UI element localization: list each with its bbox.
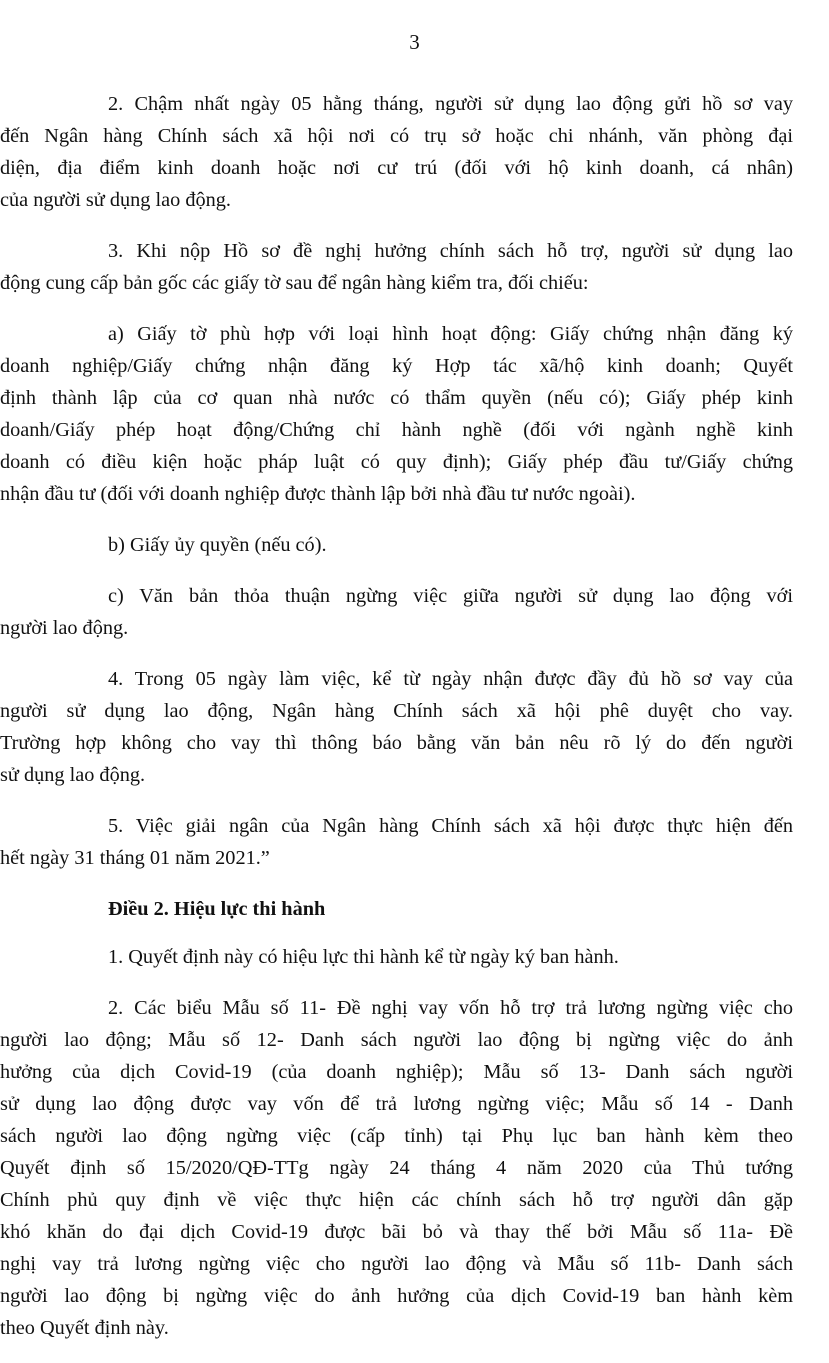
text-line: người sử dụng lao động, Ngân hàng Chính sách xã hội phê duyệt cho vay. <box>0 700 793 722</box>
text-line: diện, địa điểm kinh doanh hoặc nơi cư trú (đối với hộ kinh doanh, cá nhân) <box>0 157 793 179</box>
text-line: sách người lao động ngừng việc (cấp tỉnh) tại Phụ lục ban hành kèm theo <box>0 1125 793 1147</box>
text-line: Quyết định số 15/2020/QĐ-TTg ngày 24 tháng 4 năm 2020 của Thủ tướng <box>0 1157 793 1179</box>
text-line: 4. Trong 05 ngày làm việc, kể từ ngày nhận được đầy đủ hồ sơ vay của <box>108 668 793 690</box>
text-line: nghị vay trả lương ngừng việc cho người lao động và Mẫu số 11b- Danh sách <box>0 1253 793 1275</box>
text-line: 1. Quyết định này có hiệu lực thi hành kể từ ngày ký ban hành. <box>108 946 619 968</box>
text-line: doanh có điều kiện hoặc pháp luật có quy định); Giấy phép đầu tư/Giấy chứng <box>0 451 793 473</box>
paragraph-2 <box>0 88 793 216</box>
text-line: doanh/Giấy phép hoạt động/Chứng chỉ hành nghề (đối với ngành nghề kinh <box>0 419 793 441</box>
text-line: 5. Việc giải ngân của Ngân hàng Chính sách xã hội được thực hiện đến <box>108 815 793 837</box>
text-line: 2. Các biểu Mẫu số 11- Đề nghị vay vốn hỗ trợ trả lương ngừng việc cho <box>108 997 793 1019</box>
text-line: người lao động bị ngừng việc do ảnh hưởng của dịch Covid-19 ban hành kèm <box>0 1285 793 1307</box>
text-line: 3. Khi nộp Hồ sơ đề nghị hưởng chính sách hỗ trợ, người sử dụng lao <box>108 240 793 262</box>
text-line: a) Giấy tờ phù hợp với loại hình hoạt động: Giấy chứng nhận đăng ký <box>108 323 793 345</box>
document-body <box>0 88 793 1363</box>
text-line: người lao động. <box>0 617 129 639</box>
paragraph-3 <box>0 235 793 299</box>
text-line: Chính phủ quy định về việc thực hiện các chính sách hỗ trợ người dân gặp <box>0 1189 793 1211</box>
text-line: người lao động; Mẫu số 12- Danh sách người lao động bị ngừng việc do ảnh <box>0 1029 793 1051</box>
paragraph-b <box>108 529 793 561</box>
text-line: sử dụng lao động được vay vốn để trả lương ngừng việc; Mẫu số 14 - Danh <box>0 1093 793 1115</box>
article-heading: Điều 2. Hiệu lực thi hành <box>108 898 326 920</box>
paragraph-a <box>0 318 793 510</box>
text-line: theo Quyết định này. <box>0 1317 169 1339</box>
text-line: 2. Chậm nhất ngày 05 hằng tháng, người sử dụng lao động gửi hồ sơ vay <box>108 93 793 115</box>
text-line: nhận đầu tư (đối với doanh nghiệp được thành lập bởi nhà đầu tư nước ngoài). <box>0 483 636 505</box>
text-line: khó khăn do đại dịch Covid-19 được bãi bỏ và thay thế bởi Mẫu số 11a- Đề <box>0 1221 793 1243</box>
paragraph-c <box>0 580 793 644</box>
article2-paragraph-1 <box>108 941 793 973</box>
paragraph-5 <box>0 810 793 874</box>
text-line: của người sử dụng lao động. <box>0 189 231 211</box>
page-number: 3 <box>409 30 420 54</box>
text-line: định thành lập của cơ quan nhà nước có thẩm quyền (nếu có); Giấy phép kinh <box>0 387 793 409</box>
article2-paragraph-2 <box>0 992 793 1344</box>
text-line: b) Giấy ủy quyền (nếu có). <box>108 534 327 556</box>
text-line: động cung cấp bản gốc các giấy tờ sau để ngân hàng kiểm tra, đối chiếu: <box>0 272 589 294</box>
text-line: đến Ngân hàng Chính sách xã hội nơi có trụ sở hoặc chi nhánh, văn phòng đại <box>0 125 793 147</box>
text-line: sử dụng lao động. <box>0 764 146 786</box>
text-line: doanh nghiệp/Giấy chứng nhận đăng ký Hợp tác xã/hộ kinh doanh; Quyết <box>0 355 793 377</box>
text-line: Trường hợp không cho vay thì thông báo bằng văn bản nêu rõ lý do đến người <box>0 732 793 754</box>
paragraph-4 <box>0 663 793 791</box>
text-line: c) Văn bản thỏa thuận ngừng việc giữa người sử dụng lao động với <box>108 585 793 607</box>
text-line: hết ngày 31 tháng 01 năm 2021.” <box>0 847 270 869</box>
text-line: hưởng của dịch Covid-19 (của doanh nghiệp); Mẫu số 13- Danh sách người <box>0 1061 793 1083</box>
